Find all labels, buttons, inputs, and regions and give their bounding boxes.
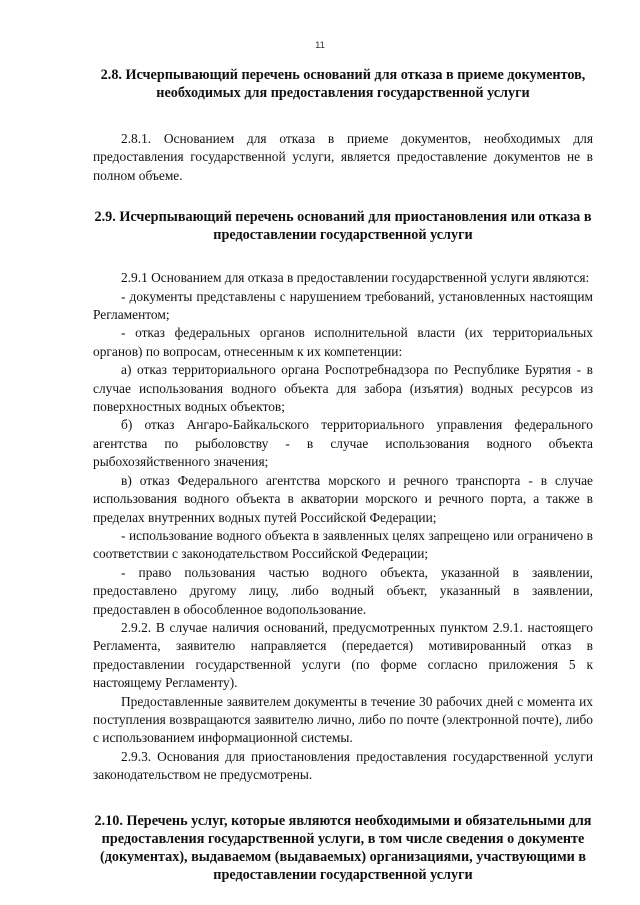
paragraph: б) отказ Ангаро-Байкальского территориального управления федерального агентства по рыболовству - в случае использования водного объекта рыбохозяйственного значения; — [93, 417, 593, 470]
paragraph: 2.9.3. Основания для приостановления предоставления государственной услуги законодательством не предусмотрены. — [93, 748, 593, 783]
paragraph: Предоставленные заявителем документы в течение 30 рабочих дней с момента их поступления возвращаются заявителю лично, либо по почте (электронной почте), либо с использованием информационной системы. — [93, 693, 593, 746]
section-2-9 — [93, 208, 593, 784]
paragraph: в) отказ Федерального агентства морского и речного транспорта - в случае использования водного объекта в акватории морского и речного порта, а также в пределах внутренних водных путей Российской Федерации; — [93, 472, 593, 525]
paragraph: - право пользования частью водного объекта, указанной в заявлении, предоставлено другому лицу, либо водный объект, указанный в заявлении, предоставлен в обособленное водопользование. — [93, 564, 593, 617]
section-heading: 2.9. Исчерпывающий перечень оснований для приостановления или отказа в предоставлении государственной услуги — [94, 209, 592, 244]
section-2-10 — [93, 812, 593, 884]
paragraph: - отказ федеральных органов исполнительной власти (их территориальных органов) по вопросам, отнесенным к их компетенции: — [93, 325, 593, 359]
section-heading: 2.10. Перечень услуг, которые являются необходимыми и обязательными для предоставления государственной услуги, в том числе сведения о документе (документах), выдаваемом (выдаваемых) организациями, участвующими в предоставлении государственной услуги — [94, 812, 592, 883]
page-number: 11 — [315, 40, 325, 51]
section-2-8 — [93, 66, 593, 185]
paragraph: - использование водного объекта в заявленных целях запрещено или ограничено в соответствии с законодательством Российской Федерации; — [93, 527, 593, 562]
paragraph: - документы представлены с нарушением требований, установленных настоящим Регламентом; — [93, 288, 593, 323]
paragraph: 2.9.1 Основанием для отказа в предоставлении государственной услуги являются: — [121, 270, 590, 286]
section-heading: 2.8. Исчерпывающий перечень оснований для отказа в приеме документов, необходимых для предоставления государственной услуги — [100, 67, 586, 101]
page-content — [93, 66, 593, 884]
paragraph: 2.9.2. В случае наличия оснований, предусмотренных пунктом 2.9.1. настоящего Регламента, заявителю направляется (передается) мотивированный отказ в предоставлении государственной услуги (по форме согласно приложения 5 к настоящему Регламенту). — [93, 619, 593, 691]
paragraph: а) отказ территориального органа Роспотребнадзора по Республике Бурятия - в случае использования водного объекта для забора (изъятия) водных ресурсов из поверхностных водных объектов; — [93, 362, 593, 415]
paragraph: 2.8.1. Основанием для отказа в приеме документов, необходимых для предоставления государственной услуги, является предоставление документов не в полном объеме. — [93, 131, 593, 183]
